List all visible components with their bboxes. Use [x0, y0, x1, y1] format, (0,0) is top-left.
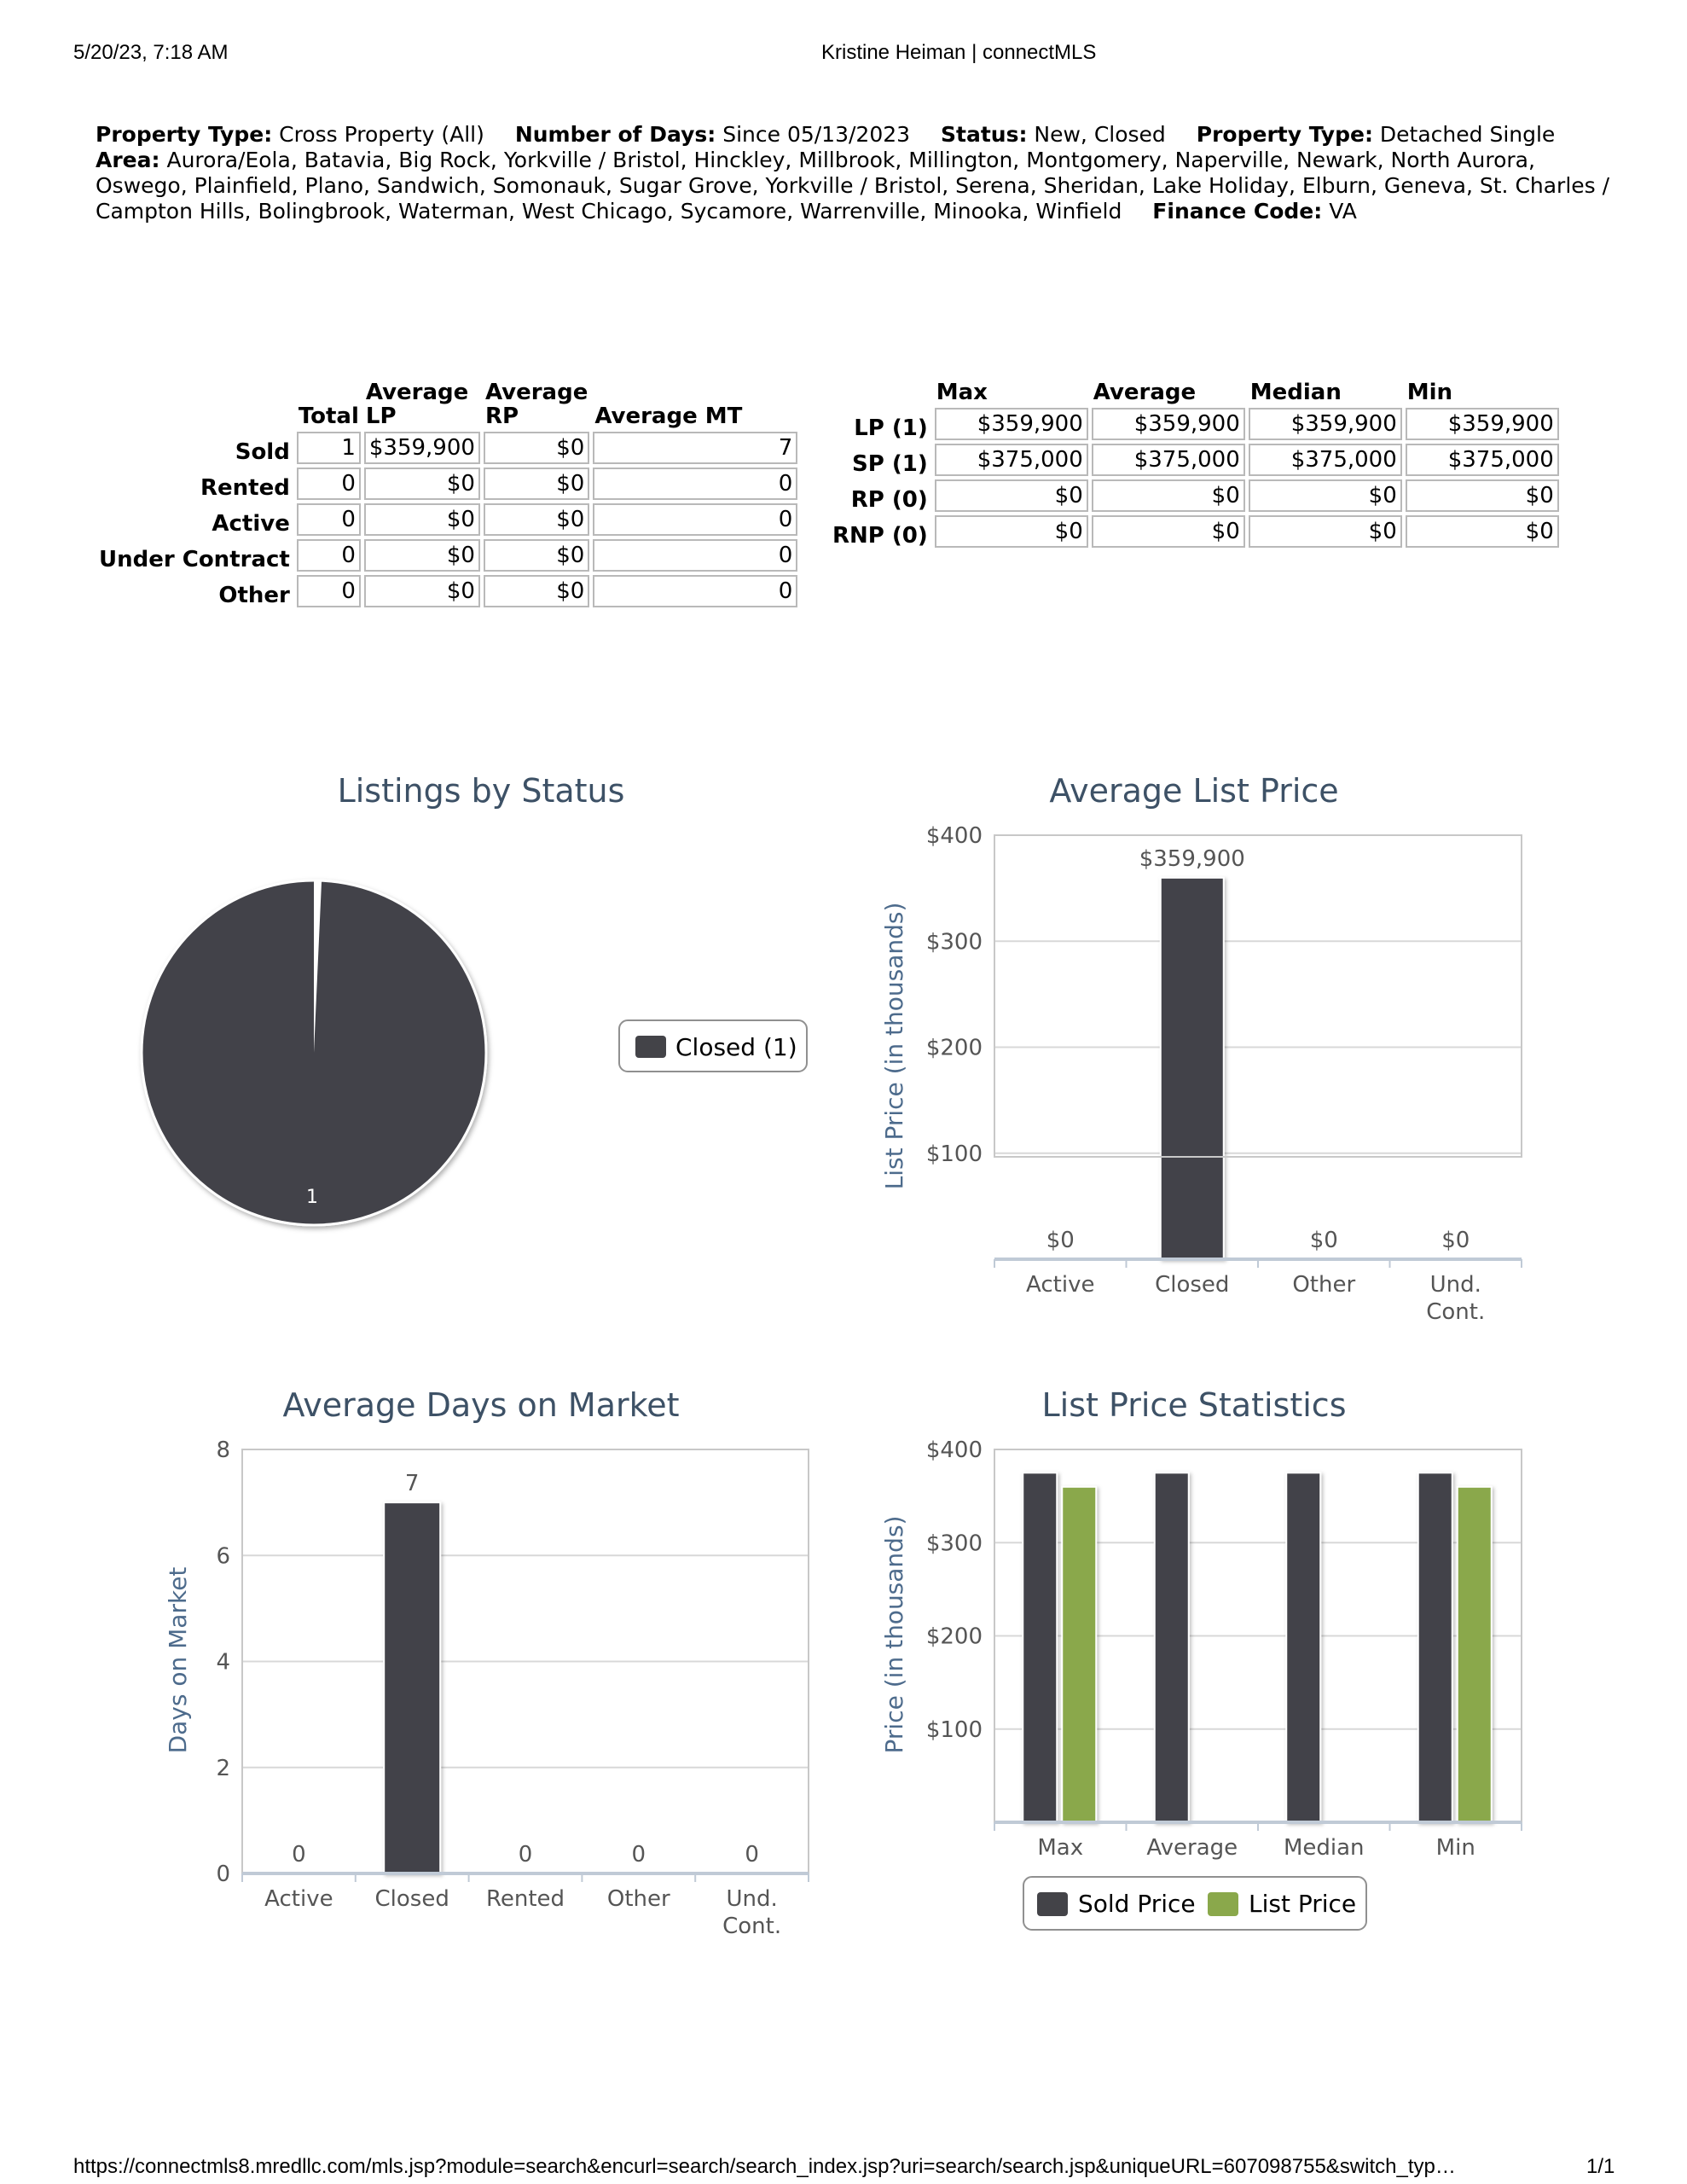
x-tick-label: Max: [1037, 1835, 1084, 1861]
criteria-item: Finance Code: VA: [1152, 199, 1357, 224]
y-tick-label: $100: [925, 1141, 983, 1167]
data-label: 0: [631, 1842, 646, 1867]
y-tick-label: $300: [925, 1531, 983, 1557]
data-label: 0: [518, 1842, 533, 1867]
x-tick-label: Active: [264, 1886, 333, 1912]
table-header-row: [831, 380, 1559, 404]
criteria-item: Status: New, Closed: [941, 122, 1166, 147]
column-header: Max: [936, 380, 988, 405]
x-tick-label: Average: [1146, 1835, 1238, 1861]
table-row: RP (0) $0 $0 $0 $0: [831, 479, 1559, 512]
criteria-item: Number of Days: Since 05/13/2023: [514, 122, 911, 147]
y-tick-label: $400: [925, 823, 983, 849]
legend-label: Closed (1): [675, 1033, 797, 1061]
table-header-row: [97, 380, 797, 428]
x-tick-label: Other: [1292, 1272, 1356, 1298]
bar-list-price-min: [1458, 1487, 1492, 1822]
price-table: [827, 377, 1562, 551]
average-days-on-market-chart: [154, 1365, 844, 1945]
y-tick-label: 2: [216, 1755, 230, 1781]
data-label: $0: [1441, 1228, 1470, 1253]
x-tick-label: Cont.: [1426, 1299, 1486, 1325]
x-tick-label: Other: [606, 1886, 670, 1912]
column-header: Median: [1249, 380, 1342, 405]
chart-title: Listings by Status: [337, 772, 625, 810]
x-tick-label: Median: [1283, 1835, 1365, 1861]
search-criteria: [96, 122, 1614, 224]
y-tick-label: $100: [925, 1716, 983, 1743]
list-price-statistics-chart: [853, 1365, 1620, 1945]
y-tick-label: $300: [925, 929, 983, 956]
x-tick-label: Und.: [1429, 1272, 1481, 1298]
data-label: $0: [1046, 1228, 1075, 1253]
criteria-item: Property Type: Cross Property (All): [96, 122, 484, 147]
criteria-item: Property Type: Detached Single: [1196, 122, 1556, 147]
y-axis-title: Price (in thousands): [880, 1515, 908, 1754]
data-label: 0: [292, 1842, 306, 1867]
column-header: Average RP: [484, 380, 588, 429]
x-tick-label: Closed: [1155, 1272, 1230, 1298]
bar-closed: [384, 1502, 440, 1873]
y-tick-label: $400: [925, 1438, 983, 1463]
table-row: Sold 1 $359,900 $0 7: [97, 432, 797, 464]
y-tick-label: 6: [216, 1543, 230, 1570]
table-row: LP (1) $359,900 $359,900 $359,900 $359,900: [831, 408, 1559, 440]
bar-list-price-max: [1062, 1487, 1096, 1822]
legend-swatch-sold-price: [1037, 1892, 1068, 1916]
column-header: Total: [298, 404, 359, 429]
chart-legend: [619, 1020, 807, 1072]
x-tick-label: Und.: [726, 1886, 778, 1912]
legend-swatch: [635, 1036, 666, 1058]
y-axis-title: List Price (in thousands): [880, 902, 908, 1190]
column-header: Average LP: [365, 380, 469, 429]
data-label: $0: [1309, 1228, 1338, 1253]
chart-title: Average Days on Market: [282, 1386, 680, 1424]
y-tick-label: $200: [925, 1035, 983, 1061]
average-list-price-chart: [853, 751, 1620, 1348]
column-header: Average MT: [594, 404, 743, 429]
y-axis-title: Days on Market: [164, 1566, 192, 1754]
print-datetime: 5/20/23, 7:18 AM: [73, 41, 229, 64]
chart-title: Average List Price: [1049, 772, 1339, 810]
legend-label: Sold Price: [1078, 1890, 1196, 1918]
data-label: 0: [745, 1842, 759, 1867]
table-row: Other 0 $0 $0 0: [97, 575, 797, 607]
table-row: SP (1) $375,000 $375,000 $375,000 $375,000: [831, 444, 1559, 476]
chart-legend: [1023, 1877, 1366, 1930]
footer-url: https://connectmls8.mredllc.com/mls.jsp?module=search&encurl=search/search_index.jsp?uri=search/search.jsp&uniqueURL=607098755&switch_typ…: [73, 2155, 1456, 2178]
legend-swatch-list-price: [1208, 1892, 1238, 1916]
pie-data-label: 1: [306, 1187, 318, 1208]
y-tick-label: 0: [216, 1862, 230, 1887]
bar-sold-price-max: [1023, 1472, 1057, 1822]
listings-by-status-chart: [85, 751, 853, 1246]
table-row: Under Contract 0 $0 $0 0: [97, 539, 797, 572]
y-tick-label: 8: [216, 1438, 230, 1463]
table-row: RNP (0) $0 $0 $0 $0: [831, 515, 1559, 548]
x-tick-label: Active: [1026, 1272, 1095, 1298]
x-tick-label: Closed: [374, 1886, 449, 1912]
bar-sold-price-median: [1286, 1472, 1320, 1822]
table-row: Active 0 $0 $0 0: [97, 503, 797, 536]
bar-sold-price-min: [1418, 1472, 1452, 1822]
x-tick-label: Min: [1435, 1835, 1475, 1861]
x-tick-label: Rented: [485, 1886, 565, 1912]
print-title: Kristine Heiman | connectMLS: [821, 41, 1097, 64]
plot-area: [994, 835, 1522, 1157]
y-tick-label: $200: [925, 1623, 983, 1650]
footer-page: 1/1: [1586, 2155, 1615, 2178]
data-label: 7: [404, 1471, 420, 1497]
summary-table: [94, 377, 801, 611]
column-header: Average: [1093, 380, 1197, 405]
x-tick-label: Cont.: [722, 1914, 782, 1939]
legend-label: List Price: [1249, 1890, 1357, 1918]
bar-sold-price-average: [1155, 1472, 1189, 1822]
criteria-item: Area: Aurora/Eola, Batavia, Big Rock, Yorkville / Bristol, Hinckley, Millbrook, Millington, Montgomery, Naperville, Newark, North Aurora, Oswego, Plainfield, Plano, Sandwich, Somonauk, Sugar Grove, Yorkville / Bristol, Serena, Sheridan, Lake Holiday, Elburn, Geneva, St. Charles / Campton Hills, Bolingbrook, Waterman, West Chicago, Sycamore, Warrenville, Minooka, Winfield: [96, 148, 1610, 224]
column-header: Min: [1406, 380, 1453, 405]
data-label: $359,900: [1139, 845, 1245, 872]
chart-title: List Price Statistics: [1041, 1386, 1347, 1424]
bar-closed: [1161, 878, 1224, 1259]
y-tick-label: 4: [216, 1649, 230, 1676]
table-row: Rented 0 $0 $0 0: [97, 468, 797, 500]
